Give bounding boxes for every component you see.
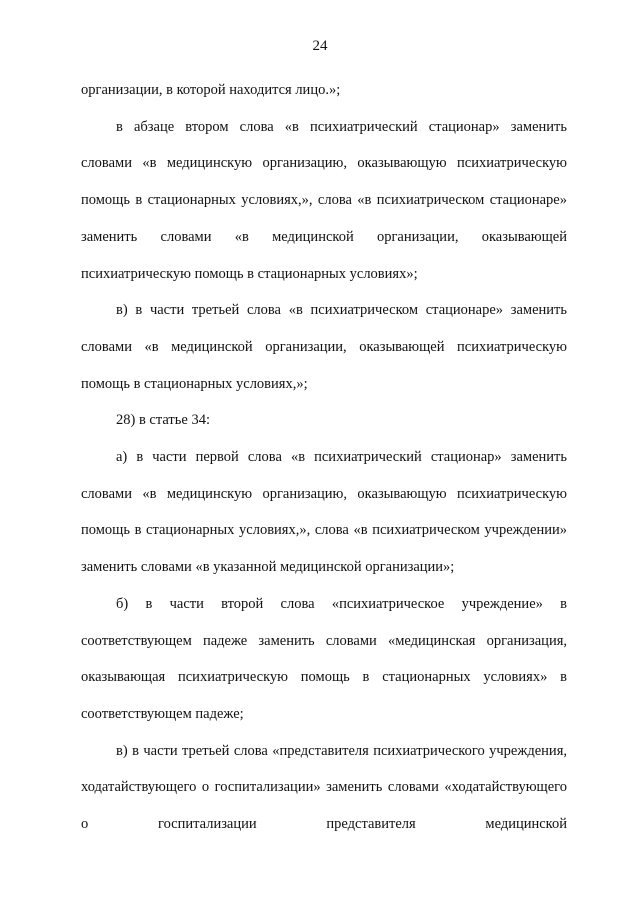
paragraph-item-v: в) в части третьей слова «представителя психиатрического учреждения, ходатайствующего о госпитализации» заменить словами «ходатайствующего о госпитализации представителя медицинской	[81, 742, 567, 833]
paragraph-item-a: а) в части первой слова «в психиатрический стационар» заменить словами «в медицинскую организацию, оказывающую психиатрическую помощь в стационарных условиях,», слова «в психиатрическом учреждении» заменить словами «в указанной медицинской организации»;	[81, 449, 567, 576]
paragraph-abzac-vtorom: в абзаце втором слова «в психиатрический стационар» заменить словами «в медицинскую организацию, оказывающую психиатрическую помощь в стационарных условиях,», слова «в психиатрическом стационаре» заменить словами «в медицинской организации, оказывающей психиатрическую помощь в стационарных условиях»;	[81, 118, 567, 282]
paragraph-item-v-chast-tretya: в) в части третьей слова «в психиатрическом стационаре» заменить словами «в медицинской организации, оказывающей психиатрическую помощь в стационарных условиях,»;	[81, 302, 567, 392]
page-number: 24	[312, 38, 328, 54]
paragraph-article-34-heading: 28) в статье 34:	[116, 412, 210, 429]
document-body	[81, 72, 567, 843]
paragraph-continuation: организации, в которой находится лицо.»;	[81, 82, 341, 98]
paragraph-item-b: б) в части второй слова «психиатрическое учреждение» в соответствующем падеже заменить словами «медицинская организация, оказывающая психиатрическую помощь в стационарных условиях» в соответствующем падеже;	[81, 595, 567, 722]
